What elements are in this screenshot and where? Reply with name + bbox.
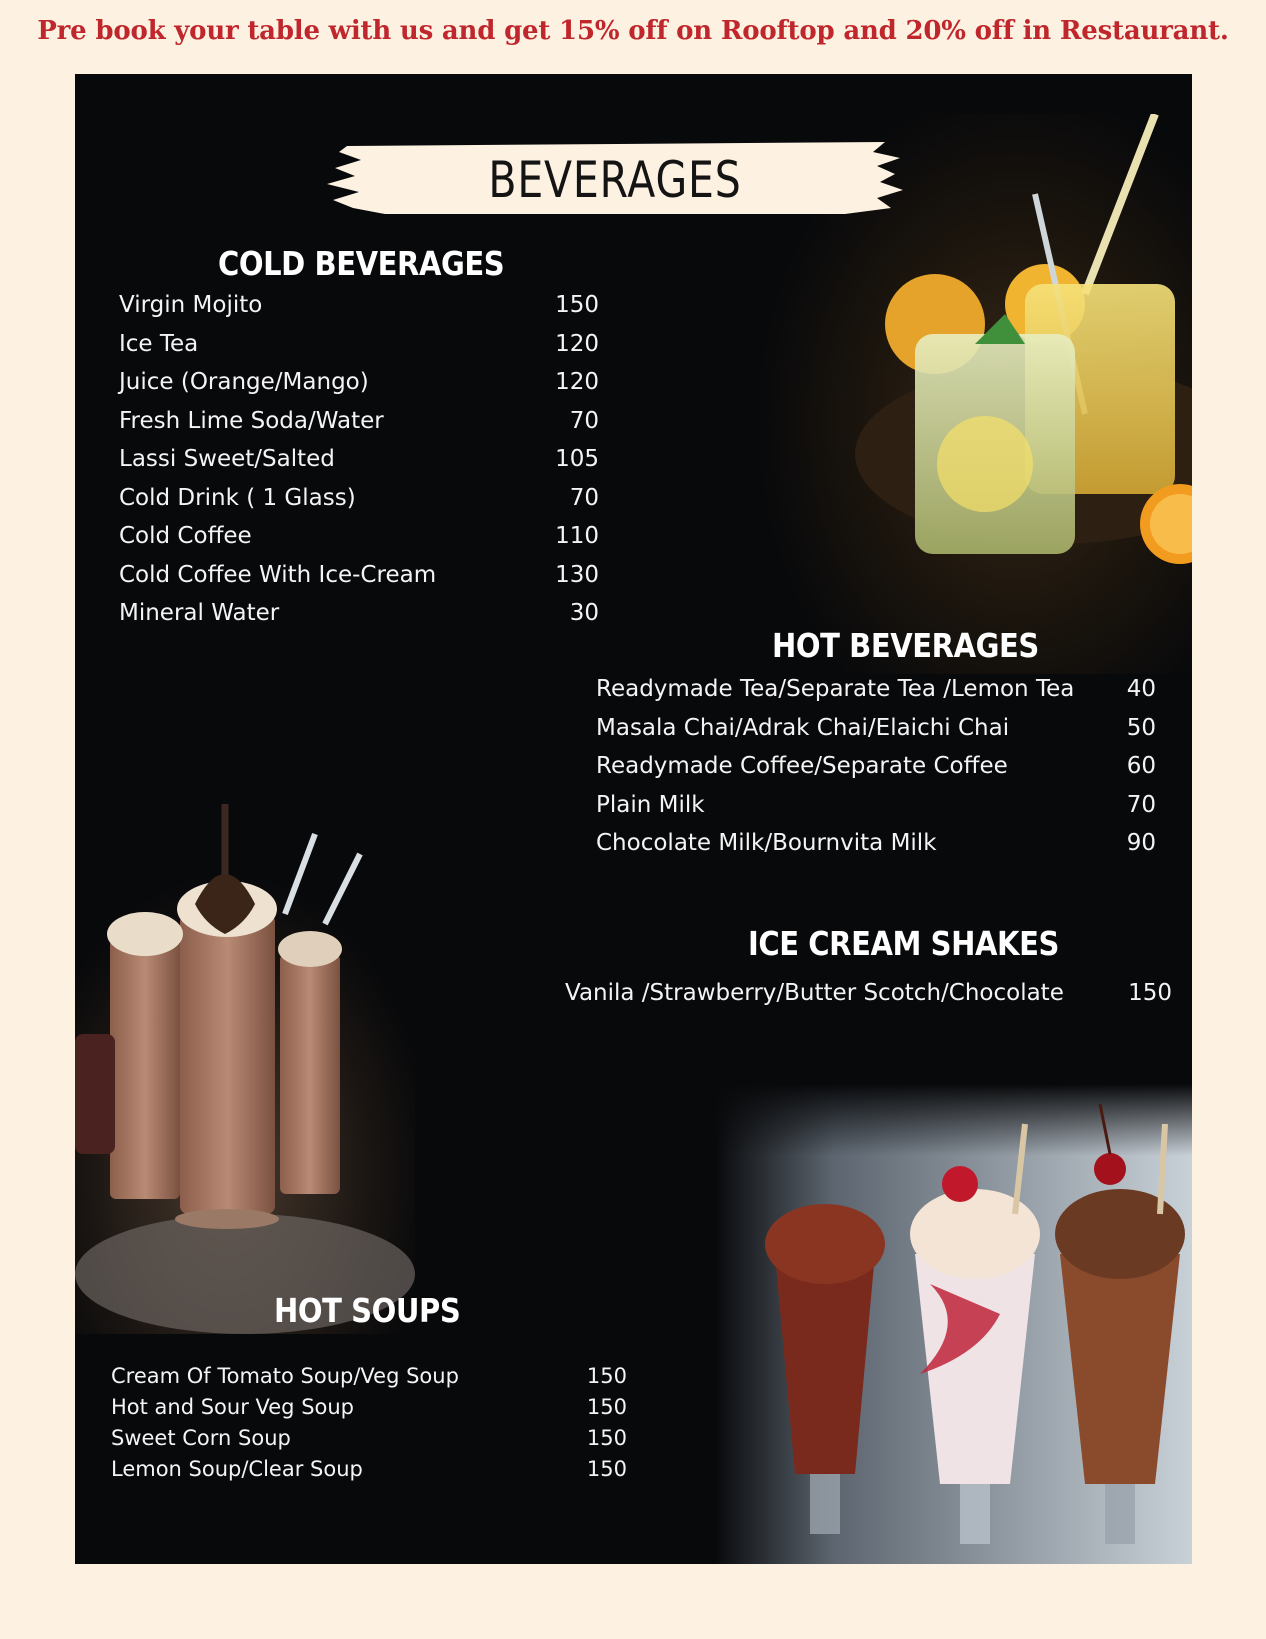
list-item [596, 830, 1156, 869]
list-item [596, 753, 1156, 792]
item-price: 150 [586, 1364, 627, 1388]
list-item [596, 676, 1156, 715]
item-name: Virgin Mojito [119, 292, 263, 318]
item-price: 70 [1126, 791, 1156, 818]
item-price: 30 [569, 600, 599, 626]
item-price: 130 [555, 561, 599, 588]
list-item [119, 562, 599, 601]
item-price: 50 [1126, 714, 1156, 741]
item-name: Vanila /Strawberry/Butter Scotch/Chocolate [565, 980, 1064, 1006]
item-name: Sweet Corn Soup [111, 1426, 291, 1450]
ice-cream-shakes-heading: ICE CREAM SHAKES [748, 924, 1059, 963]
item-price: 120 [555, 369, 599, 395]
item-price: 120 [555, 330, 599, 357]
cold-beverages-heading: COLD BEVERAGES [218, 244, 505, 283]
page-title: BEVERAGES [488, 151, 742, 209]
list-item [119, 523, 599, 562]
item-name: Hot and Sour Veg Soup [111, 1395, 355, 1419]
list-item [119, 485, 599, 524]
item-price: 40 [1126, 676, 1156, 702]
list-item [111, 1395, 627, 1426]
list-item [111, 1364, 627, 1395]
menu-panel [75, 74, 1192, 1564]
item-name: Lassi Sweet/Salted [119, 446, 335, 472]
item-name: Plain Milk [596, 791, 705, 818]
list-item [119, 369, 599, 408]
item-price: 90 [1126, 830, 1156, 856]
item-name: Cream Of Tomato Soup/Veg Soup [111, 1364, 459, 1388]
hot-soups-heading: HOT SOUPS [274, 1291, 461, 1330]
list-item [119, 408, 599, 447]
item-price: 70 [569, 484, 599, 511]
hot-beverages-list [596, 676, 1156, 869]
item-name: Readymade Coffee/Separate Coffee [596, 753, 1008, 779]
item-name: Cold Coffee With Ice-Cream [119, 561, 437, 588]
item-price: 150 [586, 1395, 627, 1419]
item-name: Readymade Tea/Separate Tea /Lemon Tea [596, 676, 1075, 702]
list-item [565, 980, 1172, 1018]
cold-beverages-list [119, 292, 599, 639]
item-name: Masala Chai/Adrak Chai/Elaichi Chai [596, 714, 1010, 741]
list-item [119, 331, 599, 370]
item-name: Cold Coffee [119, 523, 252, 549]
item-price: 150 [1128, 980, 1172, 1006]
ice-cream-shakes-list [565, 980, 1172, 1018]
list-item [119, 292, 599, 331]
item-name: Ice Tea [119, 330, 199, 357]
list-item [119, 600, 599, 639]
item-price: 150 [555, 292, 599, 318]
promo-banner: Pre book your table with us and get 15% off on Rooftop and 20% off in Restaurant. [37, 16, 1229, 46]
item-name: Mineral Water [119, 600, 280, 626]
list-item [596, 792, 1156, 831]
item-name: Chocolate Milk/Bournvita Milk [596, 830, 937, 856]
item-price: 105 [555, 446, 599, 472]
item-price: 70 [569, 407, 599, 434]
list-item [596, 715, 1156, 754]
item-name: Lemon Soup/Clear Soup [111, 1457, 363, 1481]
item-price: 60 [1126, 753, 1156, 779]
list-item [111, 1426, 627, 1457]
hot-beverages-heading: HOT BEVERAGES [772, 626, 1039, 665]
ice-cream-sundae-photo [715, 1084, 1192, 1564]
item-price: 150 [586, 1426, 627, 1450]
item-name: Fresh Lime Soda/Water [119, 407, 384, 434]
item-name: Juice (Orange/Mango) [119, 369, 369, 395]
item-price: 110 [555, 523, 599, 549]
hot-soups-list [111, 1364, 627, 1488]
item-price: 150 [586, 1457, 627, 1481]
item-name: Cold Drink ( 1 Glass) [119, 484, 356, 511]
list-item [111, 1457, 627, 1488]
chocolate-milkshake-photo [75, 714, 415, 1334]
list-item [119, 446, 599, 485]
